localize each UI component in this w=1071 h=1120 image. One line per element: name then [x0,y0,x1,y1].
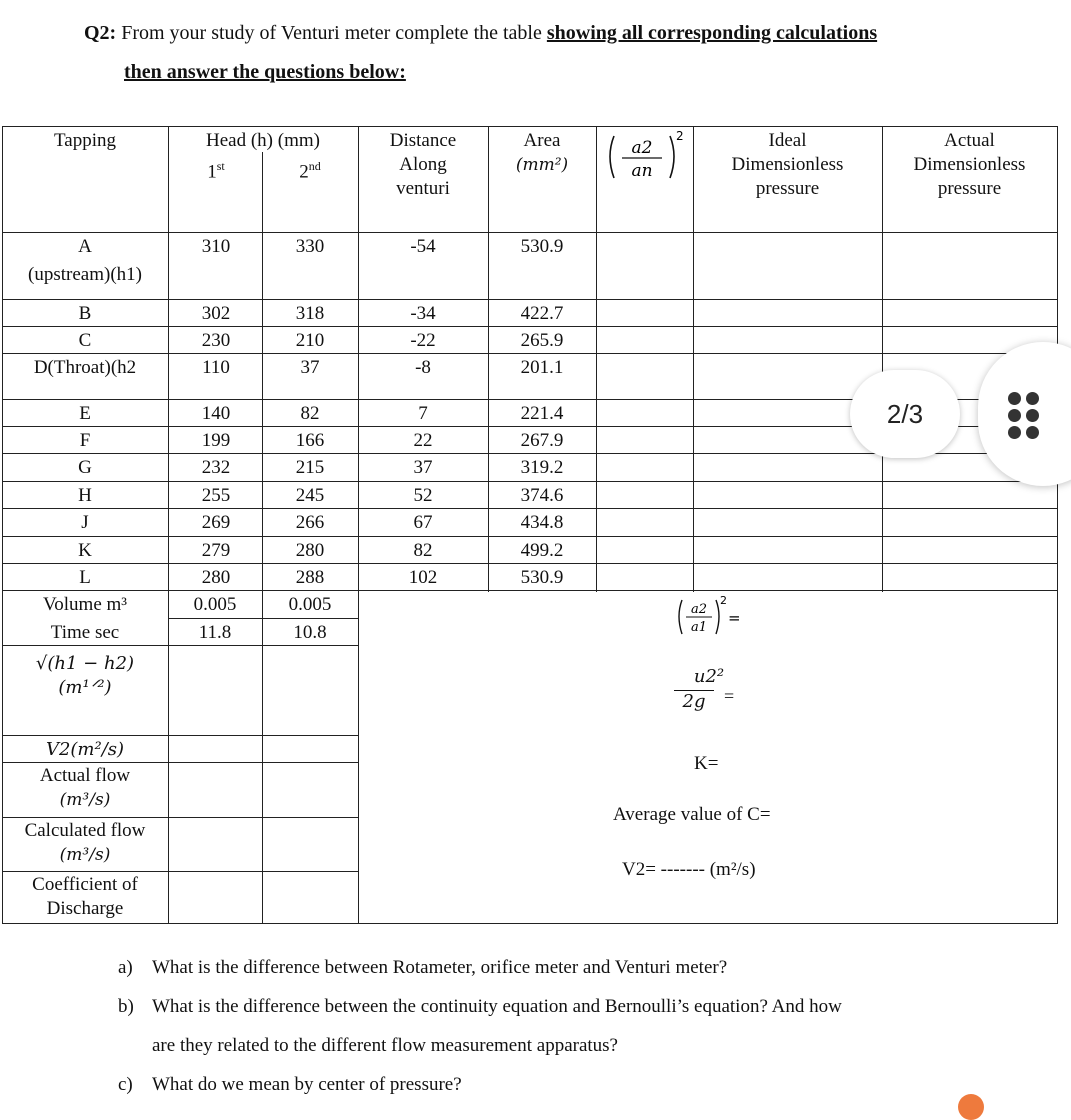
ratio-eq [672,594,752,645]
calc-flow-label: Calculated flow (m³/s) [24,820,146,865]
cell-h2: 215 [295,457,325,478]
cell-area: 319.2 [520,457,564,478]
svg-text:a2: a2 [690,602,708,617]
svg-text:an: an [631,161,653,181]
cell-h2: 280 [295,540,325,561]
svg-text:=: = [728,609,741,627]
question-text: From your study of Venturi meter complete the table [116,22,547,44]
cell-h1: 279 [201,540,231,561]
volume-2: 0.005 [288,594,332,615]
cell-h2: 210 [295,330,325,351]
cell-area: 422.7 [520,303,564,324]
cell-h1: 230 [201,330,231,351]
cell-h1: 199 [201,430,231,451]
cell-dist: 7 [418,403,428,424]
cell-area: 267.9 [520,430,564,451]
cell-h2: 245 [295,485,325,506]
question-line2: then answer the questions below: [124,61,406,83]
time-2: 10.8 [293,622,327,643]
cell-dist: -8 [415,357,431,378]
table-row: E [79,403,91,424]
cell-area: 221.4 [520,403,564,424]
table-row: D(Throat)(h2 [33,357,137,378]
cell-h2: 37 [300,357,320,378]
cell-h2: 288 [295,567,325,588]
sqrt-label: √(h1 − h2) (m¹ᐟ²) [35,653,135,698]
cell-h1: 232 [201,457,231,478]
avg-c-label: Average value of C= [613,804,771,825]
header-distance: Distance Along venturi [389,130,457,199]
k-label: K= [694,753,719,774]
question-b-cont: are they related to the different flow measurement apparatus? [152,1035,618,1056]
volume-1: 0.005 [193,594,237,615]
cell-h2: 330 [295,236,325,257]
table-row: B [78,303,92,324]
table-row: F [79,430,91,451]
page-indicator[interactable]: 2/3 [850,370,960,458]
cell-area: 434.8 [520,512,564,533]
ratio-formula-icon [596,128,693,188]
cell-h1: 269 [201,512,231,533]
cell-area: 499.2 [520,540,564,561]
v2-eq-label: V2= ------- (m²/s) [622,859,756,880]
cell-dist: 52 [413,485,433,506]
cell-dist: 102 [408,567,438,588]
table-row: K [78,540,92,561]
header-ideal: Ideal Dimensionless pressure [731,130,844,199]
cell-dist: -22 [410,330,436,351]
header-actual: Actual Dimensionless pressure [913,130,1026,199]
header-second: 2nd [299,159,321,183]
svg-text:a1: a1 [690,620,708,635]
table-row: C [78,330,92,351]
cell-h1: 302 [201,303,231,324]
table-row: L [79,567,91,588]
u2-equals: = [724,686,735,706]
cell-h1: 280 [201,567,231,588]
more-dots-icon[interactable] [978,342,1071,486]
v2-label: V2(m²/s) [45,739,125,760]
actual-flow-label: Actual flow (m³/s) [39,765,131,810]
time-label: Time sec [50,622,120,643]
question-header [84,22,877,45]
header-tapping: Tapping [54,130,116,151]
time-1: 11.8 [198,622,232,643]
header-ratio [596,128,693,195]
cell-dist: -54 [410,236,436,257]
ratio-a1-formula-icon [672,594,752,640]
volume-label: Volume m³ [43,594,127,615]
question-b: b) What is the difference between the continuity equation and Bernoulli’s equation? And how [118,996,842,1017]
cell-h1: 310 [201,236,231,257]
cell-area: 265.9 [520,330,564,351]
table-row: H [78,485,92,506]
cell-h2: 82 [300,403,320,424]
svg-text:2: 2 [720,594,727,607]
cell-h2: 318 [295,303,325,324]
question-emphasis: showing all corresponding calculations [546,22,878,44]
cell-h2: 266 [295,512,325,533]
u2-fraction: u2² 2g [674,666,744,713]
cell-dist: 67 [413,512,433,533]
cell-area: 530.9 [520,567,564,588]
svg-text:2: 2 [676,129,684,143]
cell-h1: 255 [201,485,231,506]
question-c: c) What do we mean by center of pressure? [118,1074,462,1095]
header-head: Head (h) (mm) [206,130,320,151]
cell-h1: 110 [202,357,230,378]
question-a: a) What is the difference between Rotameter, orifice meter and Venturi meter? [118,957,728,978]
orange-dot-icon[interactable] [958,1094,984,1120]
cell-area: 201.1 [520,357,564,378]
header-first: 1st [207,159,225,183]
header-area: Area (mm²) [515,130,569,175]
cell-area: 374.6 [520,485,564,506]
question-label: Q2: [84,22,117,44]
cell-dist: 82 [413,540,433,561]
coef-label: Coefficient of Discharge [32,874,138,919]
cell-dist: 37 [413,457,433,478]
cell-dist: -34 [410,303,436,324]
cell-h1: 140 [201,403,231,424]
table-row: J [81,512,89,533]
cell-dist: 22 [413,430,433,451]
cell-h2: 166 [295,430,325,451]
table-row: G [78,457,92,478]
svg-text:a2: a2 [631,138,653,158]
table-row: A (upstream)(h1) [28,236,142,285]
cell-area: 530.9 [520,236,564,257]
